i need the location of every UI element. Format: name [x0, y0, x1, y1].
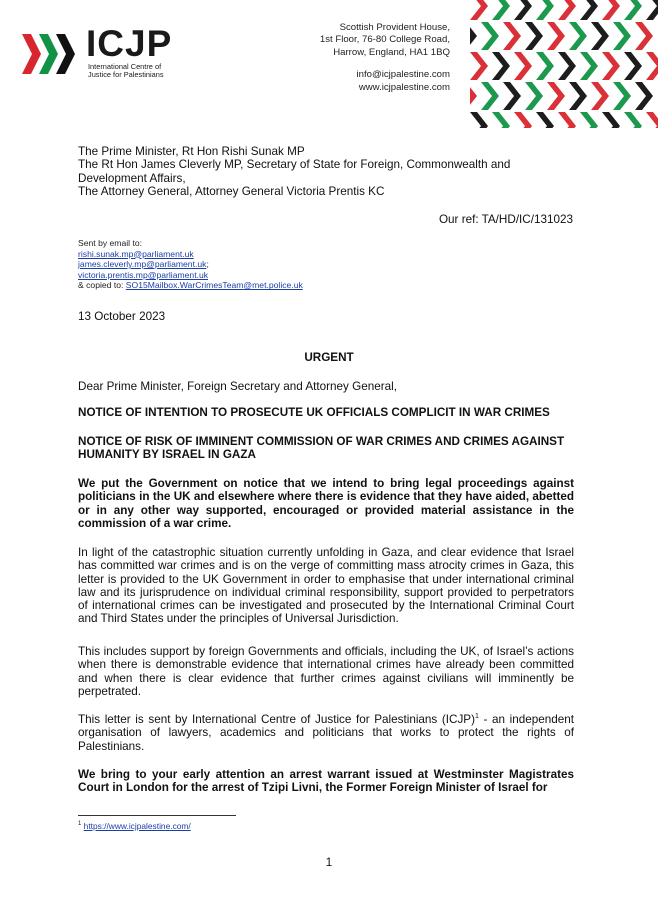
pattern-chevron	[580, 52, 598, 80]
letter-date: 13 October 2023	[78, 310, 166, 323]
pattern-chevron	[492, 0, 510, 20]
address-line: Scottish Provident House,	[339, 22, 450, 33]
urgent-heading: URGENT	[304, 351, 354, 364]
pattern-chevron	[503, 82, 521, 110]
pattern-chevron	[492, 52, 510, 80]
footnote-marker[interactable]: 1	[475, 713, 479, 721]
sent-by-label: Sent by email to:	[78, 238, 143, 248]
pattern-chevron	[591, 22, 609, 50]
pattern-chevron	[470, 0, 488, 20]
notice-heading-1: NOTICE OF INTENTION TO PROSECUTE UK OFFICIALS COMPLICIT IN WAR CRIMES	[78, 406, 550, 419]
pattern-chevron	[481, 22, 499, 50]
pattern-chevron	[558, 112, 576, 128]
logo-subtitle	[88, 63, 164, 79]
pattern-chevron	[536, 52, 554, 80]
pattern-chevron	[580, 112, 598, 128]
separator: ;	[206, 259, 209, 270]
pattern-chevron	[525, 22, 543, 50]
copied-label: & copied to:	[78, 280, 124, 291]
pattern-chevron	[580, 0, 598, 20]
our-reference: Our ref: TA/HD/IC/131023	[438, 213, 573, 226]
footnote-link[interactable]: https://www.icjpalestine.com/	[83, 821, 191, 831]
pattern-chevron	[646, 52, 658, 80]
pattern-chevron	[470, 52, 488, 80]
office-address	[320, 22, 450, 59]
pattern-chevron	[635, 22, 653, 50]
footnote-number: 1	[78, 821, 82, 828]
recipient-line: Development Affairs,	[78, 171, 186, 185]
email-link[interactable]: rishi.sunak.mp@parliament.uk	[78, 248, 194, 259]
notice-heading-2: NOTICE OF RISK OF IMMINENT COMMISSION OF WAR CRIMES AND CRIMES AGAINST HUMANITY BY ISRAEL IN GAZA	[78, 435, 565, 462]
paragraph-sender-text-cont: - an independent organisation of lawyers, academics and politicians that works to protect the rights of Palestinians.	[78, 713, 574, 753]
footnote	[78, 821, 191, 831]
pattern-chevron	[613, 22, 631, 50]
pattern-chevron	[569, 22, 587, 50]
pattern-chevron	[635, 82, 653, 110]
pattern-chevron	[624, 52, 642, 80]
paragraph-notice: We put the Government on notice that we intend to bring legal proceedings against politicians in the UK and elsewhere where there is evidence that they have aided, abetted or in any other way supported, encouraged or provided material assistance in the commission of a war crime.	[78, 477, 574, 530]
pattern-chevron	[536, 112, 554, 128]
paragraph-sender	[78, 713, 574, 753]
pattern-chevron	[602, 52, 620, 80]
paragraph-context: In light of the catastrophic situation currently unfolding in Gaza, and clear evidence that Israel has committed war crimes and is on the verge of committing mass atrocity crimes in Gaza, this letter is provided to the UK Government in order to emphasise that under international criminal law and its jurisprudence on individual criminal responsibility, support provided to perpetrators of international crimes can be investigated and prosecuted by the International Criminal Court and Third States under the principles of Universal Jurisdiction.	[78, 546, 574, 626]
pattern-chevron	[514, 0, 532, 20]
pattern-chevron	[646, 0, 658, 20]
page-number: 1	[325, 857, 333, 869]
email-link[interactable]: james.cleverly.mp@parliament.uk	[78, 259, 207, 270]
pattern-chevron	[591, 82, 609, 110]
pattern-chevron	[602, 0, 620, 20]
address-line: 1st Floor, 76-80 College Road,	[319, 34, 450, 46]
pattern-chevron	[525, 82, 543, 110]
address-line: Harrow, England, HA1 1BQ	[333, 46, 450, 58]
recipient-block	[78, 145, 548, 198]
pattern-chevron	[624, 112, 642, 128]
pattern-chevron	[547, 82, 565, 110]
contact-info	[357, 69, 450, 94]
decorative-chevron-pattern	[470, 0, 658, 128]
pattern-chevron	[470, 112, 488, 128]
pattern-chevron	[624, 0, 642, 20]
pattern-chevron	[547, 22, 565, 50]
pattern-chevron	[558, 52, 576, 80]
pattern-chevron	[569, 82, 587, 110]
pattern-chevron	[602, 112, 620, 128]
pattern-chevron	[558, 0, 576, 20]
pattern-chevron	[492, 112, 510, 128]
pattern-chevron	[481, 82, 499, 110]
logo-subtitle-line-2: Justice for Palestinians	[88, 70, 164, 79]
pattern-chevron	[470, 82, 477, 110]
pattern-chevron	[470, 22, 477, 50]
logo-wordmark: ICJP	[86, 23, 173, 64]
pattern-chevron	[514, 52, 532, 80]
footnote-divider	[78, 815, 236, 816]
paragraph-warrant: We bring to your early attention an arrest warrant issued at Westminster Magistrates Court in London for the arrest of Tzipi Livni, the Former Foreign Minister of Israel for	[78, 768, 574, 795]
salutation: Dear Prime Minister, Foreign Secretary and Attorney General,	[78, 380, 397, 393]
email-link[interactable]: SO15Mailbox.WarCrimesTeam@met.police.uk	[125, 280, 303, 291]
recipient-line: The Rt Hon James Cleverly MP, Secretary of State for Foreign, Commonwealth and	[78, 158, 511, 172]
contact-email[interactable]: info@icjpalestine.com	[356, 69, 450, 80]
email-link[interactable]: victoria.prentis.mp@parliament.uk	[78, 269, 209, 280]
paragraph-support: This includes support by foreign Governments and officials, including the UK, of Israel’s actions when there is demonstrable evidence that international crimes have already been committed and when there is clear evidence that further crimes against civilians will imminently be perpetrated.	[78, 645, 574, 698]
logo-subtitle-line-1: International Centre of	[88, 62, 162, 71]
sent-by-block	[78, 238, 303, 291]
paragraph-sender-text: This letter is sent by International Centre of Justice for Palestinians (ICJP)	[78, 713, 475, 726]
pattern-chevron	[613, 82, 631, 110]
icjp-logo	[22, 23, 222, 82]
contact-website[interactable]: www.icjpalestine.com	[358, 81, 450, 93]
pattern-chevron	[503, 22, 521, 50]
chevron-logo-icon	[22, 32, 80, 76]
recipient-line: The Attorney General, Attorney General Victoria Prentis KC	[78, 184, 385, 198]
recipient-line: The Prime Minister, Rt Hon Rishi Sunak MP	[78, 145, 305, 158]
pattern-chevron	[646, 112, 658, 128]
pattern-chevron	[514, 112, 532, 128]
pattern-chevron	[536, 0, 554, 20]
